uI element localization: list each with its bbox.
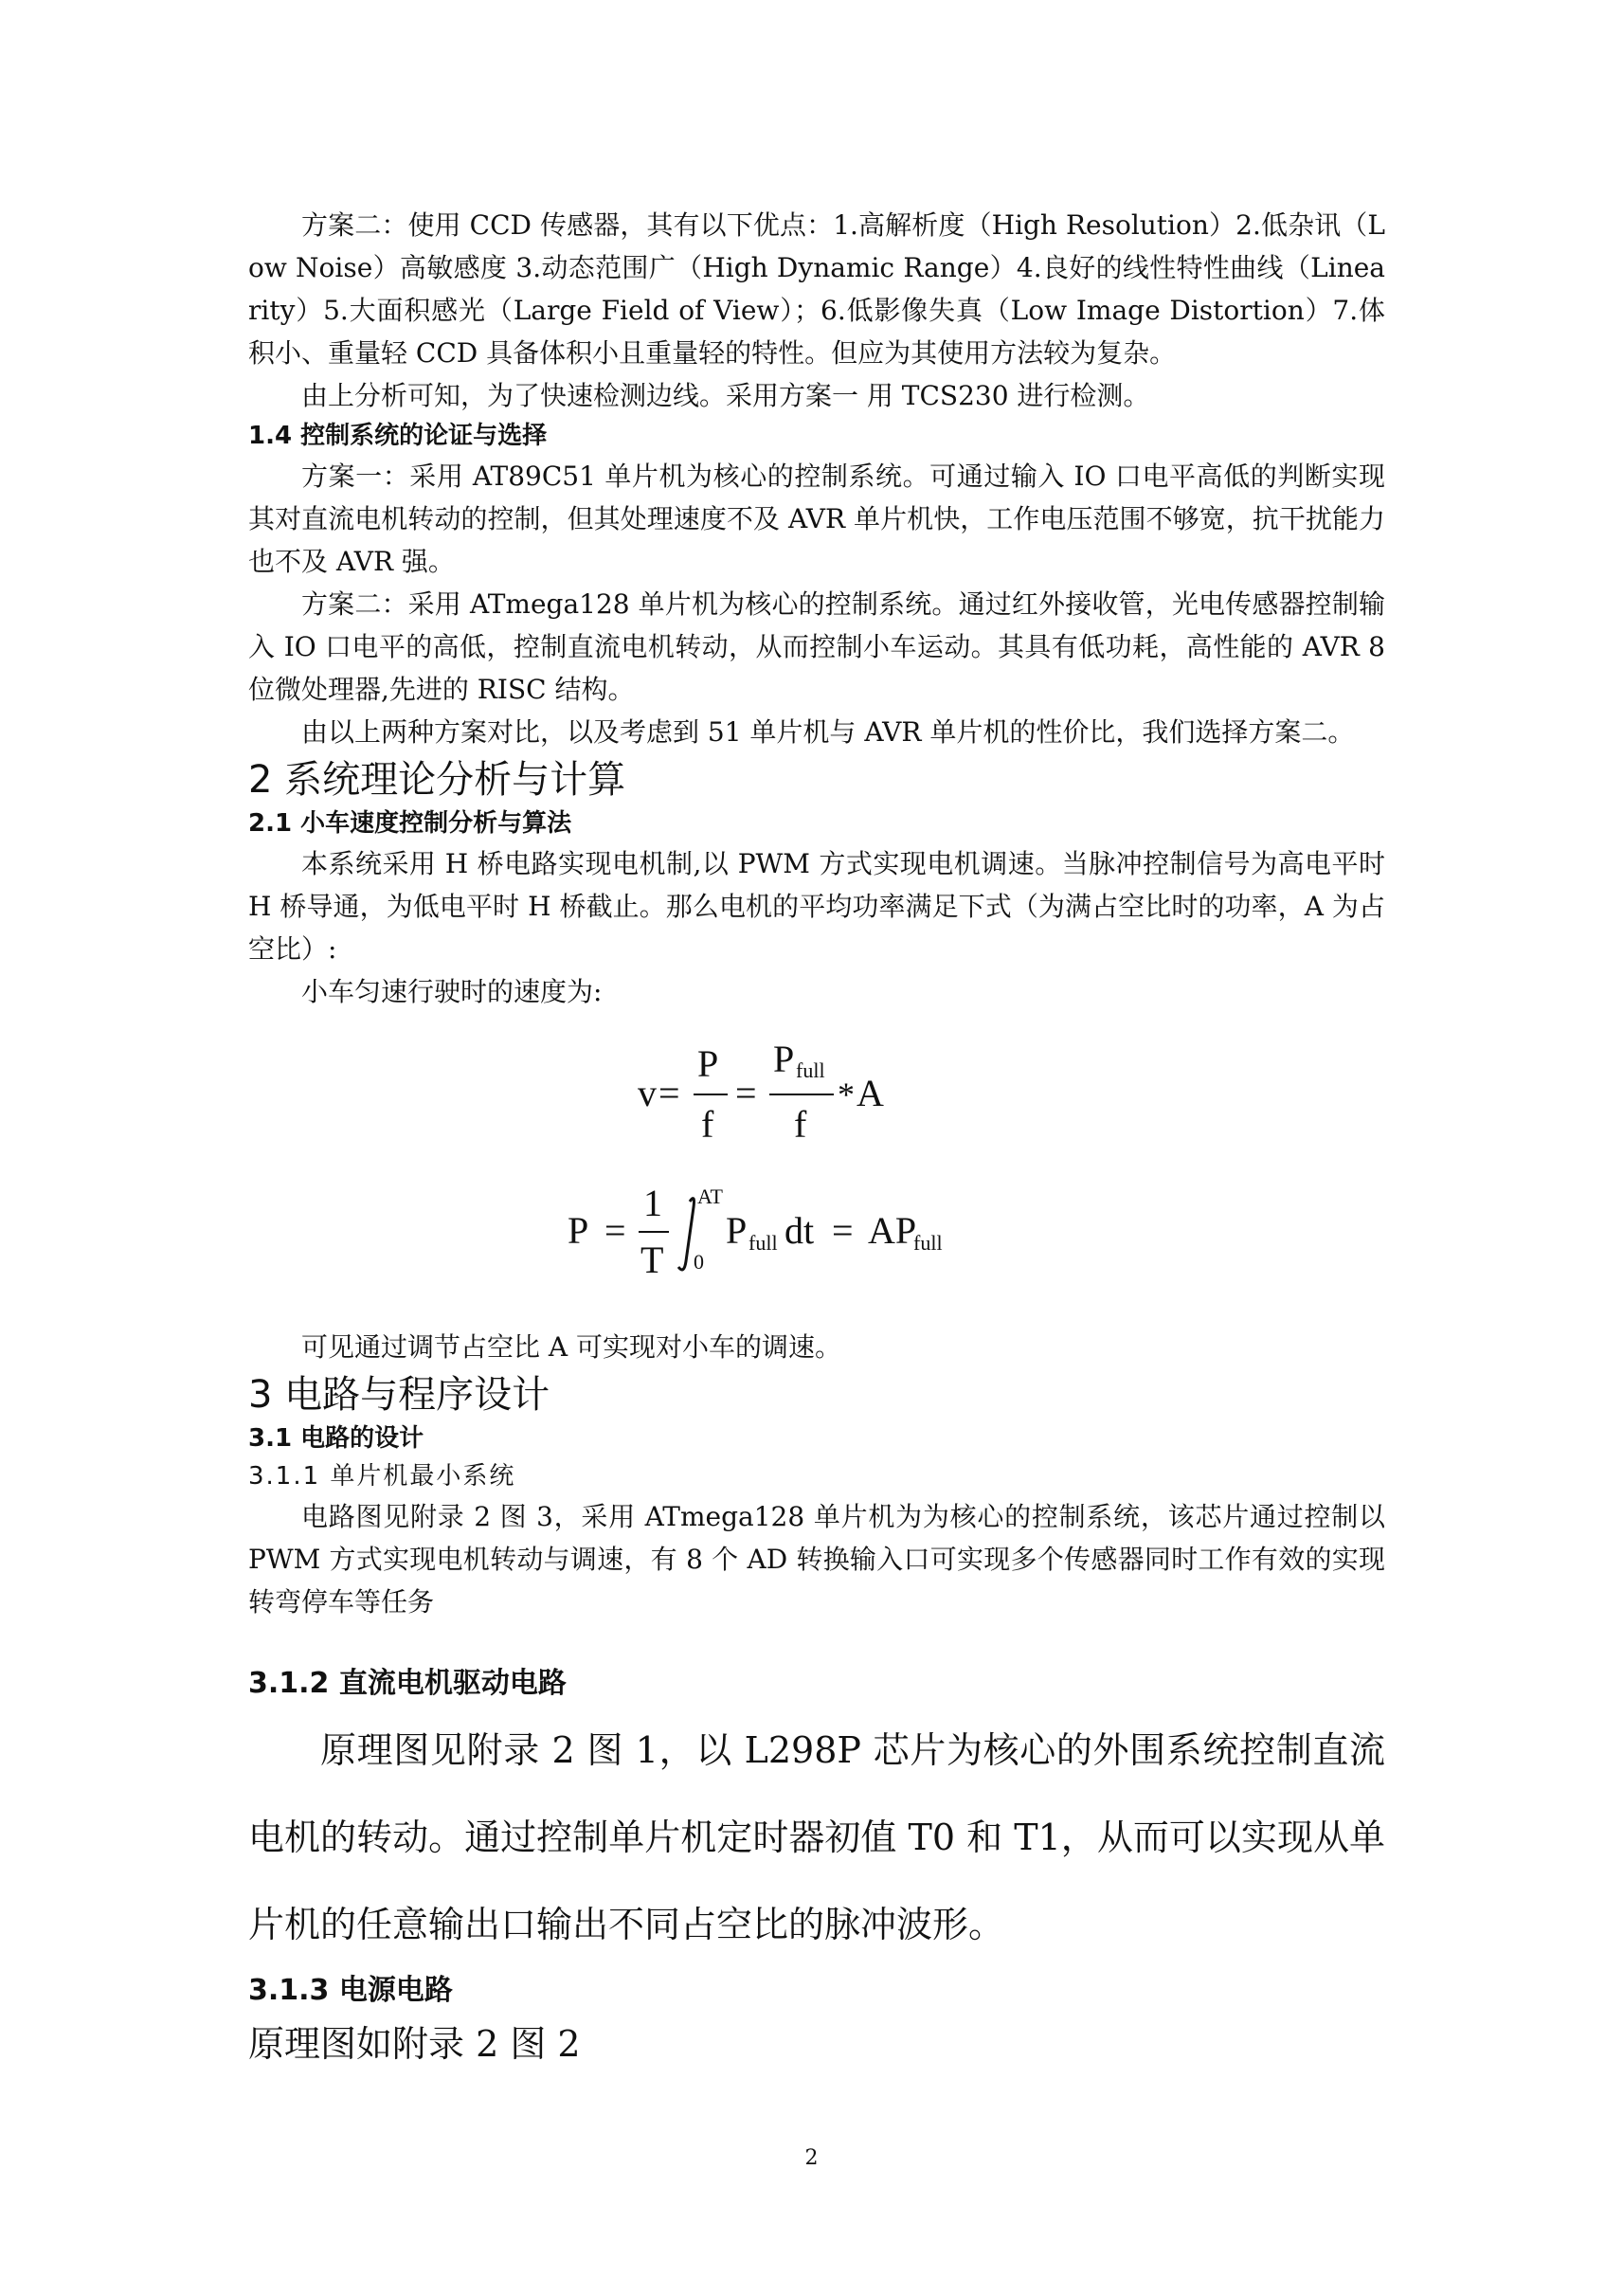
- paragraph-sensor-conclusion: 由上分析可知，为了快速检测边线。采用方案一 用 TCS230 进行检测。: [301, 380, 1150, 411]
- heading-3-1-3: 3.1.3 电源电路: [248, 1974, 453, 2007]
- eq2-ap: AP: [868, 1209, 917, 1252]
- eq2-equals-2: =: [832, 1209, 854, 1252]
- equation-block: [248, 1013, 1385, 1326]
- eq2-p-full: P: [726, 1209, 748, 1252]
- paragraph-mcu-min: 电路图见附录 2 图 3，采用 ATmega128 单片机为为核心的控制系统，该芯片通过控制以 PWM 方式实现电机转动与调速，有 8 个 AD 转换输入口可实现多个传感器同时工作有效的实现转弯停车等任务: [248, 1501, 1385, 1618]
- eq1-numerator-p: P: [697, 1042, 719, 1085]
- paragraph-speed-intro: 本系统采用 H 桥电路实现电机制,以 PWM 方式实现电机调速。当脉冲控制信号为高电平时 H 桥导通，为低电平时 H 桥截止。那么电机的平均功率满足下式（为满占空比时的功率，A 为占空比）:: [248, 848, 1385, 965]
- eq2-lower-limit: 0: [694, 1250, 704, 1274]
- eq2-subscript-full-2: full: [913, 1231, 943, 1255]
- page-number: 2: [804, 2146, 819, 2170]
- eq2-numerator-one: 1: [643, 1182, 662, 1224]
- paragraph-mcu-conclusion: 由以上两种方案对比，以及考虑到 51 单片机与 AVR 单片机的性价比，我们选择方案二。: [301, 716, 1355, 748]
- eq2-denominator-t: T: [640, 1238, 664, 1281]
- paragraph-speed-eq-intro: 小车匀速行驶时的速度为:: [301, 976, 603, 1007]
- eq1-equals-1: =: [658, 1072, 680, 1114]
- eq2-integral-sign: [678, 1199, 694, 1270]
- heading-2: 2 系统理论分析与计算: [248, 758, 626, 802]
- heading-3: 3 电路与程序设计: [248, 1373, 550, 1417]
- heading-2-1: 2.1 小车速度控制分析与算法: [248, 809, 572, 838]
- heading-1-4: 1.4 控制系统的论证与选择: [248, 422, 548, 450]
- eq2-subscript-full: full: [748, 1231, 778, 1255]
- paragraph-scheme1-at89: 方案一：采用 AT89C51 单片机为核心的控制系统。可通过输入 IO 口电平高低的判断实现其对直流电机转动的控制，但其处理速度不及 AVR 单片机快，工作电压范围不够宽，抗干扰能力也不及 AVR 强。: [248, 461, 1385, 577]
- equation-figure: [248, 1013, 1385, 1326]
- eq1-equals-2: =: [735, 1072, 757, 1114]
- paragraph-scheme2-atmega: 方案二：采用 ATmega128 单片机为核心的控制系统。通过红外接收管，光电传感器控制输入 IO 口电平的高低，控制直流电机转动，从而控制小车运动。其具有低功耗，高性能的 AVR 8 位微处理器,先进的 RISC 结构。: [248, 588, 1385, 705]
- eq1-denominator-f2: f: [794, 1103, 807, 1146]
- paragraph-power: 原理图如附录 2 图 2: [248, 2023, 581, 2065]
- paragraph-motor-drive: 原理图见附录 2 图 1，以 L298P 芯片为核心的外围系统控制直流电机的转动。通过控制单片机定时器初值 T0 和 T1，从而可以实现从单片机的任意输出口输出不同占空比的脉冲波形。: [248, 1729, 1385, 1945]
- eq2-dt: dt: [784, 1209, 815, 1252]
- eq2-equals-1: =: [604, 1209, 626, 1252]
- heading-3-1-1: 3.1.1 单片机最小系统: [248, 1462, 516, 1491]
- eq2-upper-limit: AT: [697, 1184, 723, 1208]
- paragraph-speed-conclusion: 可见通过调节占空比 A 可实现对小车的调速。: [301, 1331, 842, 1363]
- eq1-a: A: [857, 1072, 884, 1114]
- eq2-p: P: [568, 1209, 589, 1252]
- eq1-v: v: [638, 1072, 657, 1114]
- paragraph-scheme2-ccd: 方案二：使用 CCD 传感器，其有以下优点：1.高解析度（High Resolution）2.低杂讯（Low Noise）高敏感度 3.动态范围广（High Dynamic Range）4.良好的线性特性曲线（Linearity）5.大面积感光（Large Field of View）；6.低影像失真（Low Image Distortion）7.体积小、重量轻 CCD 具备体积小且重量轻的特性。但应为其使用方法较为复杂。: [248, 209, 1385, 369]
- eq1-denominator-f: f: [701, 1103, 714, 1146]
- heading-3-1-2: 3.1.2 直流电机驱动电路: [248, 1667, 567, 1700]
- heading-3-1: 3.1 电路的设计: [248, 1424, 424, 1453]
- eq1-multiply: *: [838, 1076, 855, 1113]
- spacer: [248, 1623, 1385, 1661]
- eq1-subscript-full: full: [796, 1058, 825, 1082]
- page-content: [248, 204, 1385, 2074]
- eq1-numerator-p-full: P: [773, 1038, 795, 1080]
